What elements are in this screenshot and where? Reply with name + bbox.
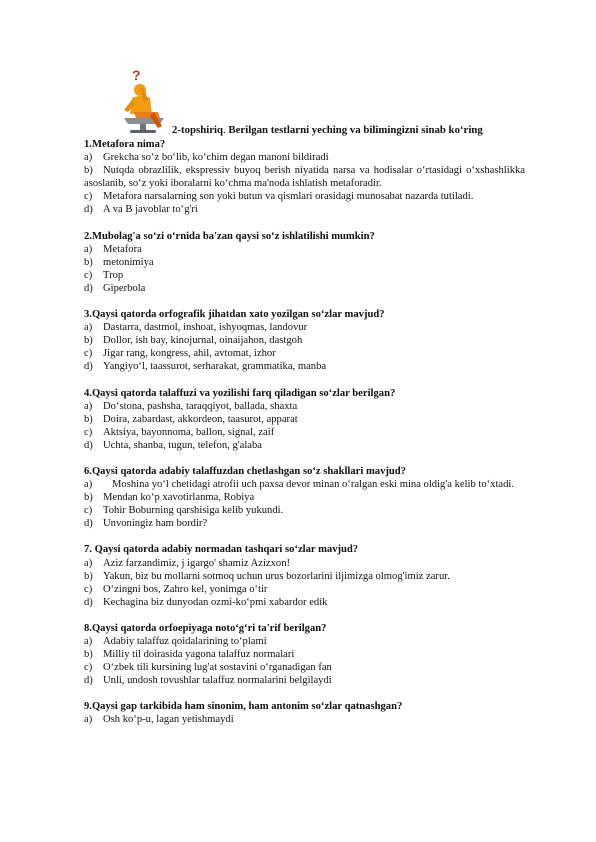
question-title: 9.Qaysi gap tarkibida ham sinonim, ham antonim so‘zlar qatnashgan? (84, 701, 403, 713)
option-c (84, 583, 525, 596)
option-text: Adabiy talaffuz qoidalarining to‘plami (103, 636, 267, 647)
option-letter: b) (84, 335, 93, 347)
option-letter: b) (84, 570, 93, 582)
figure-graphic (110, 66, 174, 134)
question-title: 8.Qaysi qatorda orfoepiyaga noto‘g‘ri ta'rif berilgan? (84, 622, 327, 634)
option-text: Doira, zabardast, akkordeon, taasurot, apparat (103, 413, 298, 425)
option-text: Metafora narsalarning son yoki butun va qismlari orasidagi munosabat nazarda tutiladi. (103, 191, 474, 203)
question-mark: ? (132, 67, 141, 83)
option-letter: c) (84, 426, 93, 438)
option-c (84, 190, 525, 203)
option-letter: d) (84, 518, 93, 530)
option-text: Dollor, ish bay, kinojurnal, oinaijahon, dastgoh (103, 335, 303, 347)
option-text: Kechagina biz dunyodan ozmi-ko‘pmi xabardor edik (103, 596, 328, 608)
question-1 (84, 138, 525, 217)
question-2 (84, 230, 525, 295)
option-letter: a) (84, 636, 93, 647)
option-text: Aziz farzandimiz, j igargo' shamiz Azizxon! (103, 557, 291, 569)
option-d (84, 674, 525, 687)
option-text: Mendan ko‘p xavotirlanma, Robiya (103, 492, 255, 504)
option-text: Metafora (103, 243, 142, 255)
question-4 (84, 387, 525, 452)
option-letter: d) (84, 282, 93, 294)
option-d (84, 517, 525, 530)
question-7 (84, 543, 525, 608)
option-text: Unli, undosh tovushlar talaffuz normalarini belgilaydi (103, 675, 332, 687)
option-b (84, 648, 525, 661)
option-letter: a) (84, 479, 93, 491)
option-text: Yangiyo‘l, taassurot, serharakat, grammatika, manba (103, 361, 327, 373)
option-b (84, 413, 525, 426)
option-letter: c) (84, 662, 93, 674)
option-text: metonimiya (103, 256, 154, 268)
option-b (84, 491, 525, 504)
option-b (84, 570, 525, 583)
option-letter: c) (84, 269, 93, 281)
option-letter: d) (84, 439, 93, 451)
option-text: A va B javoblar to‘g'ri (103, 204, 198, 216)
option-text: Milliy til doirasida yagona talaffuz normalari (103, 649, 295, 661)
option-text: Uchta, shanba, tugun, telefon, g'alaba (103, 439, 262, 451)
option-letter: c) (84, 191, 93, 203)
option-letter: a) (84, 557, 93, 569)
thinking-person-question-icon (110, 66, 174, 134)
option-letter: a) (84, 152, 93, 164)
option-d (84, 203, 525, 216)
option-letter: a) (84, 714, 93, 726)
option-letter: b) (84, 165, 93, 177)
option-letter: a) (84, 322, 93, 334)
option-letter: b) (84, 492, 93, 504)
option-a (84, 243, 525, 256)
question-title: 3.Qaysi qatorda orfografik jihatdan xato yozilgan so‘zlar mavjud? (84, 309, 385, 321)
option-c (84, 504, 525, 517)
option-a (84, 713, 525, 726)
option-letter: a) (84, 243, 93, 255)
question-title: 6.Qaysi qatorda adabiy talaffuzdan chetlashgan so‘z shakllari mavjud? (84, 465, 406, 477)
question-title: 7. Qaysi qatorda adabiy normadan tashqari so‘zlar mavjud? (84, 544, 359, 556)
option-text: O‘zbek tili kursining lug'at sostavini o‘rganadigan fan (103, 662, 332, 674)
option-a (84, 151, 525, 164)
question-title: 4.Qaysi qatorda talaffuzi va yozilishi farq qiladigan so‘zlar berilgan? (84, 387, 396, 399)
task-label: 2-topshiriq (172, 124, 223, 136)
question-title: 1.Metafora nima? (84, 139, 166, 150)
option-text: Unvoningiz ham bordir? (103, 518, 208, 530)
option-c (84, 426, 525, 439)
question-8 (84, 622, 525, 687)
option-b (84, 256, 525, 269)
option-d (84, 439, 525, 452)
option-text: Trop (103, 269, 124, 281)
option-a (84, 321, 525, 334)
option-d (84, 360, 525, 373)
task-instruction: Berilgan testlarni yeching va bilimingizni sinab ko‘ring (228, 124, 483, 136)
option-text-justified: Nutqda obrazlilik, ekspressiv buyoq berish niyatida narsa va hodisalar o‘rtasidagi o‘xshashlikka asoslanib, so‘z yoki iboralarni ko‘chma ma'noda ishlatish metaforadir. (84, 165, 525, 190)
option-text: Osh ko‘p-u, lagan yetishmaydi (103, 714, 234, 726)
option-letter: d) (84, 204, 93, 216)
option-text: Do‘stona, pashsha, taraqqiyot, ballada, shaxta (103, 400, 298, 412)
option-letter: a) (84, 400, 93, 412)
option-text: Giperbola (103, 282, 146, 294)
questions-list (84, 138, 525, 727)
option-c (84, 347, 525, 360)
option-text: Jigar rang, kongress, ahil, avtomat, izhor (103, 348, 276, 360)
option-text: Aktsiya, bayonnoma, ballon, signal, zaif (103, 426, 275, 438)
option-letter: c) (84, 505, 93, 517)
option-letter: b) (84, 413, 93, 425)
option-text: Tohir Boburning qarshisiga kelib yukundi. (103, 505, 284, 517)
option-letter: c) (84, 348, 93, 360)
option-b (84, 334, 525, 347)
option-text: O‘zingni bos, Zahro kel, yonimga o‘tir (103, 583, 268, 595)
option-letter: b) (84, 256, 93, 268)
task-separator: . (223, 124, 229, 136)
option-text-justified: Moshina yo‘l chetidagi atrofii uch paxsa devor minan o‘ralgan eski mina oldig'a kelib to‘xtadi. (112, 479, 515, 491)
question-9 (84, 700, 525, 726)
option-text: Dastarra, dastmol, inshoat, ishyoqmas, landovur (103, 322, 308, 334)
option-a (84, 400, 525, 413)
option-letter: d) (84, 675, 93, 687)
question-3 (84, 308, 525, 373)
option-text: Yakun, biz bu mollarni sotmoq uchun urus bozorlarini iljimizga olmog'imiz zarur. (103, 570, 450, 582)
option-c (84, 661, 525, 674)
task-heading (172, 124, 532, 137)
question-title: 2.Mubolag'a so‘zi o‘rnida ba'zan qaysi so‘z ishlatilishi mumkin? (84, 230, 375, 242)
option-letter: d) (84, 361, 93, 373)
question-6 (84, 465, 525, 530)
option-letter: b) (84, 649, 93, 661)
option-text: Grekcha so‘z bo‘lib, ko‘chim degan manoni bildiradi (103, 152, 329, 164)
option-d (84, 282, 525, 295)
option-letter: c) (84, 583, 93, 595)
option-c (84, 269, 525, 282)
option-letter: d) (84, 596, 93, 608)
option-a (84, 635, 525, 648)
option-a (84, 557, 525, 570)
option-d (84, 596, 525, 609)
